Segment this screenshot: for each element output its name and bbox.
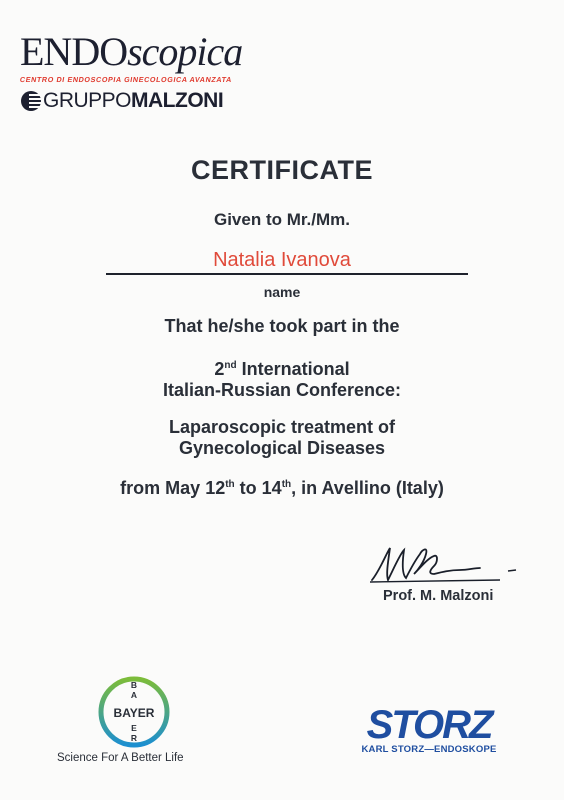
dates-start-suffix: th xyxy=(225,479,235,490)
topic-line-1: Laparoscopic treatment of xyxy=(168,417,396,437)
conference-dates xyxy=(0,478,564,499)
bayer-logo xyxy=(98,676,170,748)
bayer-vertical-e: E xyxy=(131,723,137,733)
dates-end-suffix: th xyxy=(281,479,292,490)
storz-subtitle: KARL STORZ—ENDOSKOPE xyxy=(361,744,497,755)
logo-title xyxy=(20,29,270,74)
gruppo-malzoni-logo xyxy=(20,89,270,113)
bayer-vertical-r: R xyxy=(130,733,138,743)
conference-name xyxy=(0,355,564,401)
logo-title-italic: scopica xyxy=(127,29,243,74)
participation-text: That he/she took part in the xyxy=(164,316,400,336)
conference-line-2: Italian-Russian Conference: xyxy=(162,380,402,400)
given-to-label: Given to Mr./Mm. xyxy=(213,210,351,229)
logo-title-upright: ENDO xyxy=(20,29,128,74)
signature xyxy=(368,540,528,590)
karl-storz-logo xyxy=(349,703,509,755)
bayer-vertical-a: A xyxy=(130,690,138,700)
bayer-horizontal-word: BAYER xyxy=(113,706,155,720)
dates-start: from May 12 xyxy=(120,478,226,498)
conference-ordinal: 2 xyxy=(214,359,225,379)
conference-topic xyxy=(0,417,564,459)
dates-end: to 14 xyxy=(234,478,282,498)
logo-subtitle: CENTRO DI ENDOSCOPIA GINECOLOGICA AVANZATA xyxy=(19,75,233,84)
group-label: GRUPPO xyxy=(43,89,132,112)
signatory-name: Prof. M. Malzoni xyxy=(383,588,494,604)
recipient-name: Natalia Ivanova xyxy=(213,249,351,271)
bayer-vertical-b: B xyxy=(130,680,138,690)
topic-line-2: Gynecological Diseases xyxy=(178,438,386,458)
malzoni-mark-icon xyxy=(20,90,42,112)
certificate-title: CERTIFICATE xyxy=(191,155,373,185)
name-caption: name xyxy=(263,284,301,300)
conference-line-1-text: International xyxy=(236,359,350,379)
bayer-tagline: Science For A Better Life xyxy=(57,752,184,764)
conference-ordinal-suffix: nd xyxy=(224,360,237,371)
storz-wordmark: STORZ xyxy=(366,703,492,747)
group-name: MALZONI xyxy=(131,89,224,112)
name-underline xyxy=(106,273,468,275)
dates-location: , in Avellino (Italy) xyxy=(291,478,444,498)
endoscopica-logo xyxy=(19,29,270,113)
conference-line-1 xyxy=(0,355,564,380)
